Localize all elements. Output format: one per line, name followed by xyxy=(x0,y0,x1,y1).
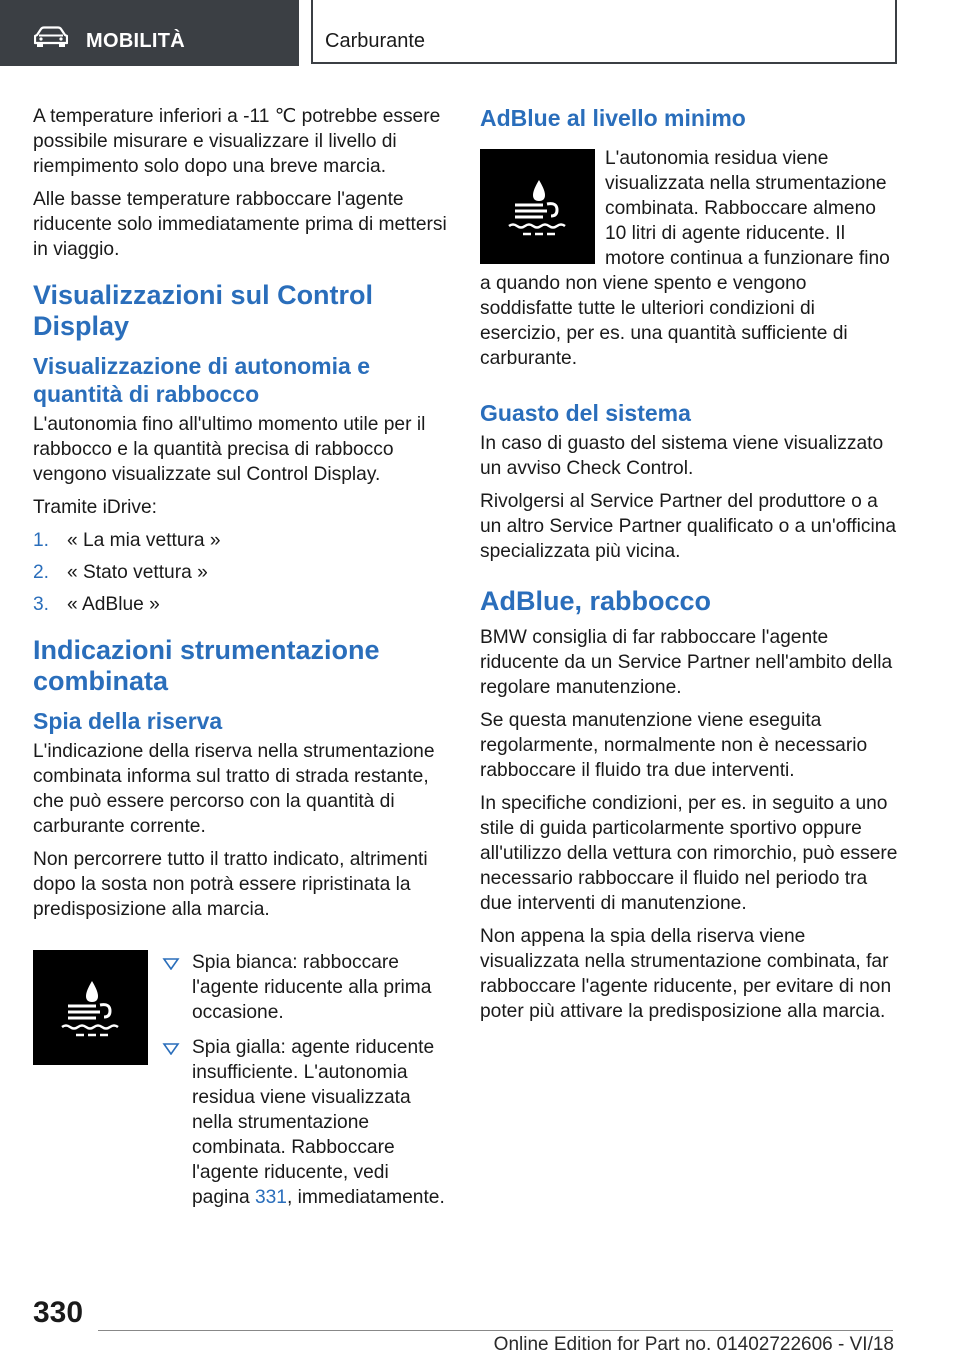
section-tab xyxy=(0,0,299,66)
bullet-item xyxy=(158,1035,448,1210)
bullet-text-b: , immediatamente. xyxy=(286,1187,445,1208)
paragraph: Non appena la spia della riserva viene visualizzata nella strumentazione combinata, far rabboccare l'agente riducente, per evitare di non poter più attivare la predisposizione alla marcia. xyxy=(480,926,892,1022)
chapter-tab xyxy=(311,0,897,64)
page-number: 330 xyxy=(33,1296,84,1329)
paragraph: Alle basse temperature rabboccare l'agente riducente solo immediatamente prima di mettersi in viaggio. xyxy=(33,189,447,260)
adblue-warning-icon xyxy=(480,149,595,264)
edition-note: Online Edition for Part no. 01402722606 - VI/18 xyxy=(493,1334,894,1355)
right-column xyxy=(480,104,898,1032)
step-text: « La mia vettura » xyxy=(67,530,221,551)
paragraph: L'autonomia residua viene visualizzata nella strumentazione combinata. Rabboccare almeno 10 litri di agente riducente. Il motore continua a funzionare fino a quando non viene spento e vengono soddisfatte tutte le ulteriori condizioni di esercizio, per es. una quantità sufficiente di carburante. xyxy=(480,148,890,369)
step-item xyxy=(33,592,448,617)
paragraph: Non percorrere tutto il tratto indicato, altrimenti dopo la sosta non potrà essere ripristinata la predisposizione alla marcia. xyxy=(33,849,428,920)
bullet-text-a: Spia gialla: agente riducente insufficiente. L'autonomia residua viene visualizzata nella strumentazione combinata. Rabboccare l'agente riducente, vedi pagina xyxy=(192,1037,435,1208)
idrive-steps xyxy=(33,528,448,617)
paragraph: In caso di guasto del sistema viene visualizzato un avviso Check Control. xyxy=(480,433,884,479)
car-icon xyxy=(34,26,68,48)
page-link-331[interactable]: 331 xyxy=(254,1187,287,1208)
indicator-bullets xyxy=(158,950,448,1220)
section-title: MOBILITÀ xyxy=(86,30,186,52)
step-number: 1. xyxy=(33,530,50,551)
heading-strumentazione: Indicazioni strumentazione combinata xyxy=(33,635,380,696)
triangle-bullet-icon xyxy=(162,950,180,970)
heading-rabbocco: AdBlue, rabbocco xyxy=(480,586,712,616)
adblue-warning-icon xyxy=(33,950,148,1065)
paragraph: In specifiche condizioni, per es. in seguito a uno stile di guida particolarmente sportivo oppure all'utilizzo della vettura con rimorchio, può essere necessario rabboccare il fluido nel periodo tra due interventi di manutenzione. xyxy=(480,793,898,914)
footer-divider xyxy=(98,1330,893,1331)
step-number: 2. xyxy=(33,562,50,583)
chapter-title: Carburante xyxy=(325,30,426,52)
left-column xyxy=(33,104,448,1220)
paragraph: Tramite iDrive: xyxy=(33,497,158,518)
triangle-bullet-icon xyxy=(162,1035,180,1055)
step-item xyxy=(33,528,448,553)
heading-spia-riserva: Spia della riserva xyxy=(33,708,223,734)
paragraph: BMW consiglia di far rabboccare l'agente riducente da un Service Partner nell'ambito della regolare manutenzione. xyxy=(480,627,893,698)
bullet-text xyxy=(192,1035,448,1210)
step-text: « AdBlue » xyxy=(67,594,160,615)
paragraph: L'autonomia fino all'ultimo momento utile per il rabbocco e la quantità precisa di rabbocco vengono visualizzate sul Control Display. xyxy=(33,414,426,485)
bullet-item xyxy=(158,950,448,1025)
step-item xyxy=(33,560,448,585)
indicator-block xyxy=(33,950,448,1220)
paragraph: A temperature inferiori a -11 ℃ potrebbe essere possibile misurare e visualizzare il livello di riempimento solo dopo una breve marcia. xyxy=(33,106,441,177)
heading-guasto: Guasto del sistema xyxy=(480,400,691,426)
paragraph: L'indicazione della riserva nella strumentazione combinata informa sul tratto di strada restante, che può essere percorso con la quantità di carburante corrente. xyxy=(33,741,435,837)
bullet-text: Spia bianca: rabboccare l'agente riducente alla prima occasione. xyxy=(192,952,432,1023)
heading-livello-minimo: AdBlue al livello minimo xyxy=(480,105,746,131)
step-number: 3. xyxy=(33,594,50,615)
step-text: « Stato vettura » xyxy=(67,562,208,583)
heading-autonomia: Visualizzazione di autonomia e quantità di rabbocco xyxy=(33,353,370,407)
heading-control-display: Visualizzazioni sul Control Display xyxy=(33,280,374,341)
paragraph: Rivolgersi al Service Partner del produttore o a un altro Service Partner qualificato o a un'officina specializzata più vicina. xyxy=(480,491,897,562)
paragraph: Se questa manutenzione viene eseguita regolarmente, normalmente non è necessario rabboccare il fluido tra due interventi. xyxy=(480,710,868,781)
